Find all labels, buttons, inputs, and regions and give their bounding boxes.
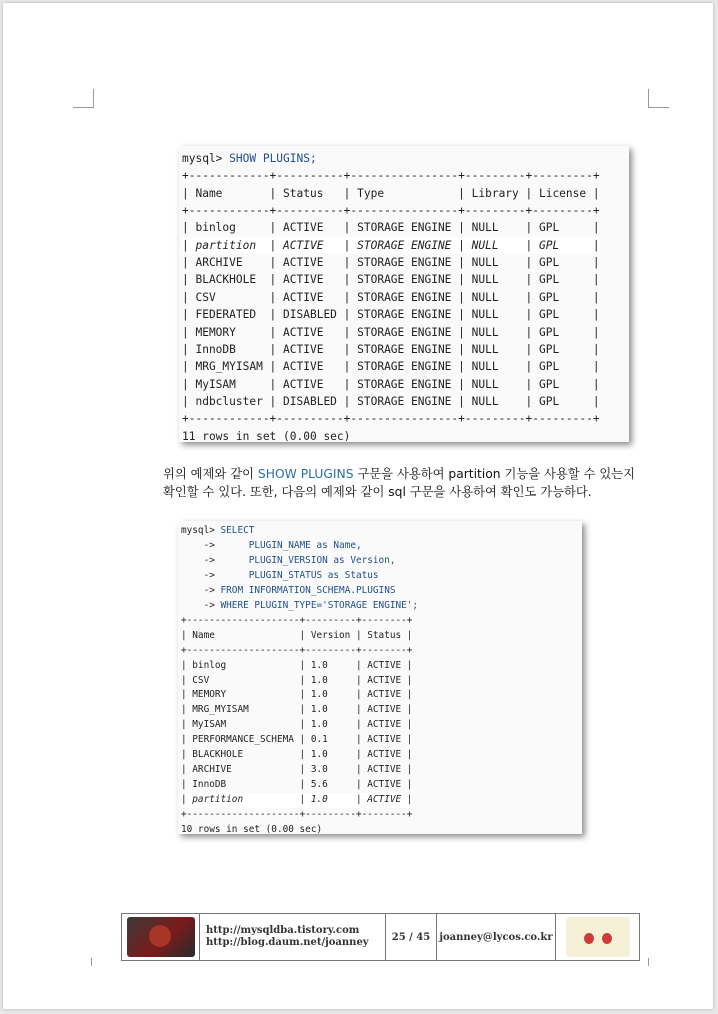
footer-right-avatar [556,914,639,960]
information-schema-query-output [178,521,582,834]
terminal-line: | MyISAM | ACTIVE | STORAGE ENGINE | NULL | GPL | [182,377,600,391]
terminal-line: +------------+----------+----------------+---------+---------+ [182,169,600,183]
crop-mark-bottom-right [648,958,650,966]
crop-mark-top-left [73,89,94,108]
terminal-line: | MRG_MYISAM | ACTIVE | STORAGE ENGINE | NULL | GPL | [182,360,600,374]
crop-mark-bottom-left [91,958,93,966]
terminal-line: | Name | Status | Type | Library | License | [182,186,600,200]
terminal-line: -> PLUGIN_NAME as Name, [181,539,362,551]
terminal-line: +--------------------+---------+--------+ [181,644,413,656]
footer-left-avatar [122,914,200,960]
terminal-line: 11 rows in set (0.00 sec) [182,429,351,442]
terminal-line: | CSV | 1.0 | ACTIVE | [181,674,413,686]
terminal-line: -> PLUGIN_STATUS as Status [181,569,379,581]
terminal-line: | partition | ACTIVE | STORAGE ENGINE | NULL | GPL | [182,237,600,254]
paragraph-keyword: SHOW PLUGINS [257,467,354,481]
eye-shape [602,933,612,944]
terminal-line: +--------------------+---------+--------+ [181,809,413,821]
terminal-line: -> PLUGIN_VERSION as Version, [181,554,396,566]
eye-shape [584,933,594,944]
paragraph-line-1 [163,465,653,483]
terminal-line: | MEMORY | 1.0 | ACTIVE | [181,689,413,701]
terminal-line: | ARCHIVE | 3.0 | ACTIVE | [181,764,413,776]
terminal-line: 10 rows in set (0.00 sec) [181,824,323,834]
terminal-line: | Name | Version | Status | [181,629,413,641]
paragraph-text: 구문을 사용하여 partition 기능을 사용할 수 있는지 [353,467,636,481]
terminal-line: | InnoDB | 5.6 | ACTIVE | [181,779,413,791]
terminal-line: +--------------------+---------+--------+ [181,614,413,626]
terminal-line: | FEDERATED | DISABLED | STORAGE ENGINE | NULL | GPL | [182,308,600,322]
terminal-line: mysql> SELECT [181,525,255,536]
terminal-line: | MEMORY | ACTIVE | STORAGE ENGINE | NULL | GPL | [182,325,600,339]
page-number: 25 / 45 [386,914,437,960]
blog-link-tistory[interactable]: http://mysqldba.tistory.com [206,925,360,936]
terminal-line: -> FROM INFORMATION_SCHEMA.PLUGINS [181,584,396,596]
terminal-line: +------------+----------+----------------+---------+---------+ [182,412,600,426]
terminal-line: | BLACKHOLE | ACTIVE | STORAGE ENGINE | NULL | GPL | [182,273,600,287]
terminal-line: | MRG_MYISAM | 1.0 | ACTIVE | [181,704,413,716]
terminal-line: mysql> SHOW PLUGINS; [182,152,317,165]
avatar-icon [127,917,195,957]
terminal-line: | partition | 1.0 | ACTIVE | [181,793,412,808]
paragraph-text: 위의 예제와 같이 [163,467,258,481]
terminal-line: | CSV | ACTIVE | STORAGE ENGINE | NULL | GPL | [182,290,600,304]
avatar-icon [566,917,630,957]
footer-links [200,914,386,960]
terminal-line: | MyISAM | 1.0 | ACTIVE | [181,719,413,731]
terminal-line: | BLACKHOLE | 1.0 | ACTIVE | [181,749,413,761]
show-plugins-output [179,146,629,442]
crop-mark-top-right [648,89,669,108]
body-paragraph [163,465,653,501]
blog-link-daum[interactable]: http://blog.daum.net/joanney [206,937,369,948]
terminal-line: | ARCHIVE | ACTIVE | STORAGE ENGINE | NULL | GPL | [182,256,600,270]
terminal-line: | InnoDB | ACTIVE | STORAGE ENGINE | NULL | GPL | [182,342,600,356]
author-email[interactable]: joanney@lycos.co.kr [437,914,556,960]
terminal-line: | PERFORMANCE_SCHEMA | 0.1 | ACTIVE | [181,734,413,746]
terminal-line: | ndbcluster | DISABLED | STORAGE ENGINE | NULL | GPL | [182,394,600,408]
terminal-line: +------------+----------+----------------+---------+---------+ [182,204,600,218]
document-page [3,3,713,1009]
terminal-line: | binlog | 1.0 | ACTIVE | [181,659,413,671]
page-footer [121,913,640,961]
paragraph-line-2: 확인할 수 있다. 또한, 다음의 예제와 같이 sql 구문을 사용하여 확인도 가능하다. [163,485,592,499]
terminal-line: | binlog | ACTIVE | STORAGE ENGINE | NULL | GPL | [182,221,600,235]
terminal-line: -> WHERE PLUGIN_TYPE='STORAGE ENGINE'; [181,599,419,611]
